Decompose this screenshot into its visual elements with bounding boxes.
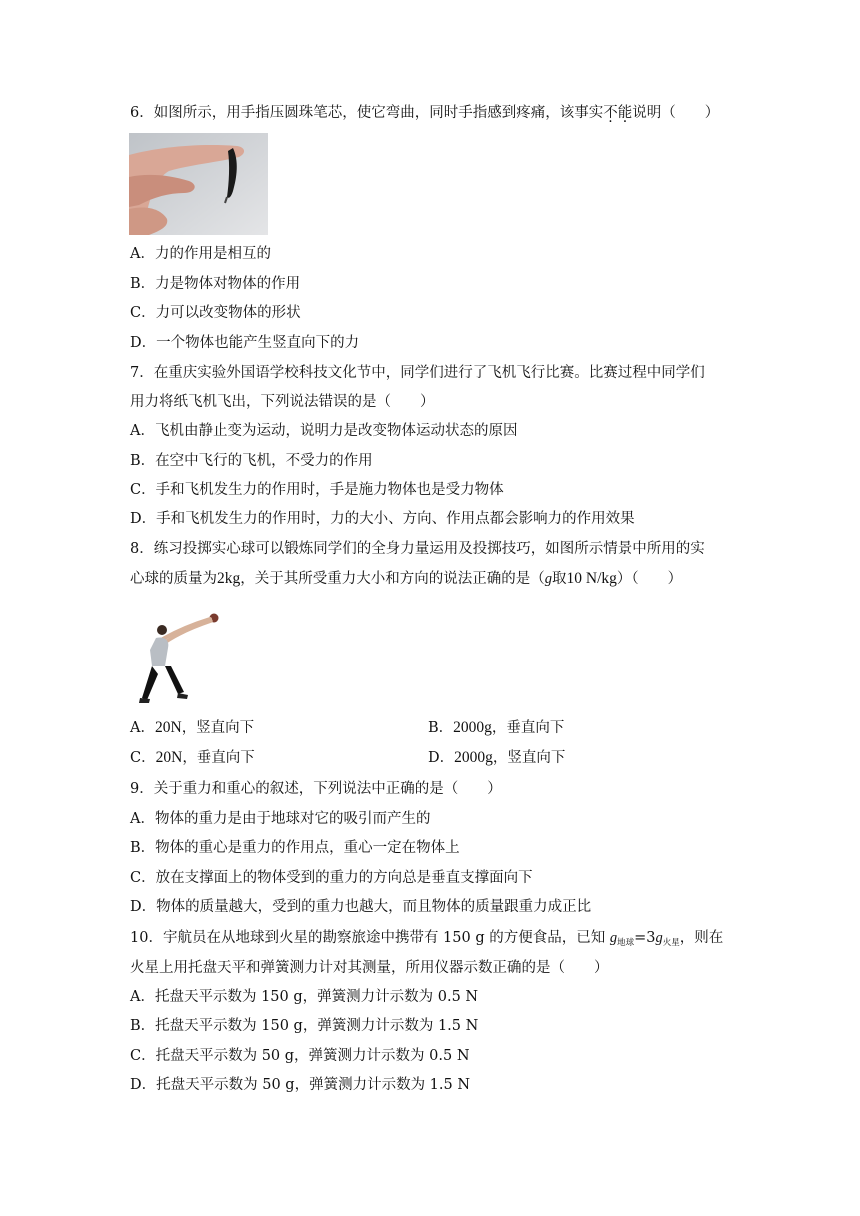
q8-stem-line2: 心球的质量为2kg，关于其所受重力大小和方向的说法正确的是（g取10 N/kg）（ ） (130, 570, 683, 587)
q10-option-d: D．托盘天平示数为 50 g，弹簧测力计示数为 1.5 N (130, 1077, 471, 1093)
q6-option-b: B．力是物体对物体的作用 (130, 276, 301, 292)
shot-put-thrower-image (138, 608, 222, 706)
q9-option-c: C．放在支撑面上的物体受到的重力的方向总是垂直支撑面向下 (130, 870, 533, 886)
q8-option-c: C．20N，垂直向下 (130, 749, 255, 766)
subscript-mars: 火星 (662, 938, 680, 948)
q6-stem: 6．如图所示，用手指压圆珠笔芯，使它弯曲，同时手指感到疼痛，该事实不能说明（ ） (130, 105, 720, 121)
subscript-earth: 地球 (617, 938, 635, 948)
q7-option-c: C．手和飞机发生力的作用时，手是施力物体也是受力物体 (130, 482, 504, 498)
q7-stem-line1: 7．在重庆实验外国语学校科技文化节中，同学们进行了飞机飞行比赛。比赛过程中同学们 (130, 365, 705, 381)
q10-stem-line1: 10．宇航员在从地球到火星的勘察旅途中携带有 150 g 的方便食品，已知 $g_{地球}=3g_{火星}$，则在 (130, 930, 724, 948)
q7-option-d: D．手和飞机发生力的作用时，力的大小、方向、作用点都会影响力的作用效果 (130, 511, 635, 527)
emphasis-char: 不 (603, 105, 618, 121)
q8-option-d: D．2000g，竖直向下 (428, 749, 566, 766)
q10-option-c: C．托盘天平示数为 50 g，弹簧测力计示数为 0.5 N (130, 1048, 470, 1064)
q9-option-b: B．物体的重心是重力的作用点，重心一定在物体上 (130, 840, 460, 856)
q6-option-d: D．一个物体也能产生竖直向下的力 (130, 335, 360, 351)
q10-stem-line2: 火星上用托盘天平和弹簧测力计对其测量，所用仪器示数正确的是（ ） (130, 960, 609, 976)
q7-option-a: A．飞机由静止变为运动，说明力是改变物体运动状态的原因 (130, 423, 518, 439)
q9-option-a: A．物体的重力是由于地球对它的吸引而产生的 (130, 811, 431, 827)
mass-value: 2kg (217, 570, 241, 587)
q8-option-b: B．2000g，垂直向下 (428, 719, 565, 736)
q9-option-d: D．物体的质量越大，受到的重力也越大，而且物体的质量跟重力成正比 (130, 899, 592, 915)
finger-pressing-pen-refill-image (129, 133, 268, 235)
emphasis-char: 能 (617, 105, 633, 121)
q6-option-c: C．力可以改变物体的形状 (130, 305, 301, 321)
g-value: 10 N/kg (566, 570, 617, 587)
g-symbol: g (544, 571, 552, 587)
q10-option-b: B．托盘天平示数为 150 g，弹簧测力计示数为 1.5 N (130, 1018, 479, 1034)
q7-stem-line2: 用力将纸飞机飞出，下列说法错误的是（ ） (130, 394, 435, 410)
q8-stem-line1: 8．练习投掷实心球可以锻炼同学们的全身力量运用及投掷技巧，如图所示情景中所用的实 (130, 541, 705, 557)
q9-stem: 9．关于重力和重心的叙述，下列说法中正确的是（ ） (130, 781, 502, 797)
q10-option-a: A．托盘天平示数为 150 g，弹簧测力计示数为 0.5 N (130, 989, 479, 1005)
q6-option-a: A．力的作用是相互的 (130, 246, 271, 262)
q7-option-b: B．在空中飞行的飞机，不受力的作用 (130, 453, 373, 469)
q8-option-a: A．20N，竖直向下 (130, 719, 255, 736)
